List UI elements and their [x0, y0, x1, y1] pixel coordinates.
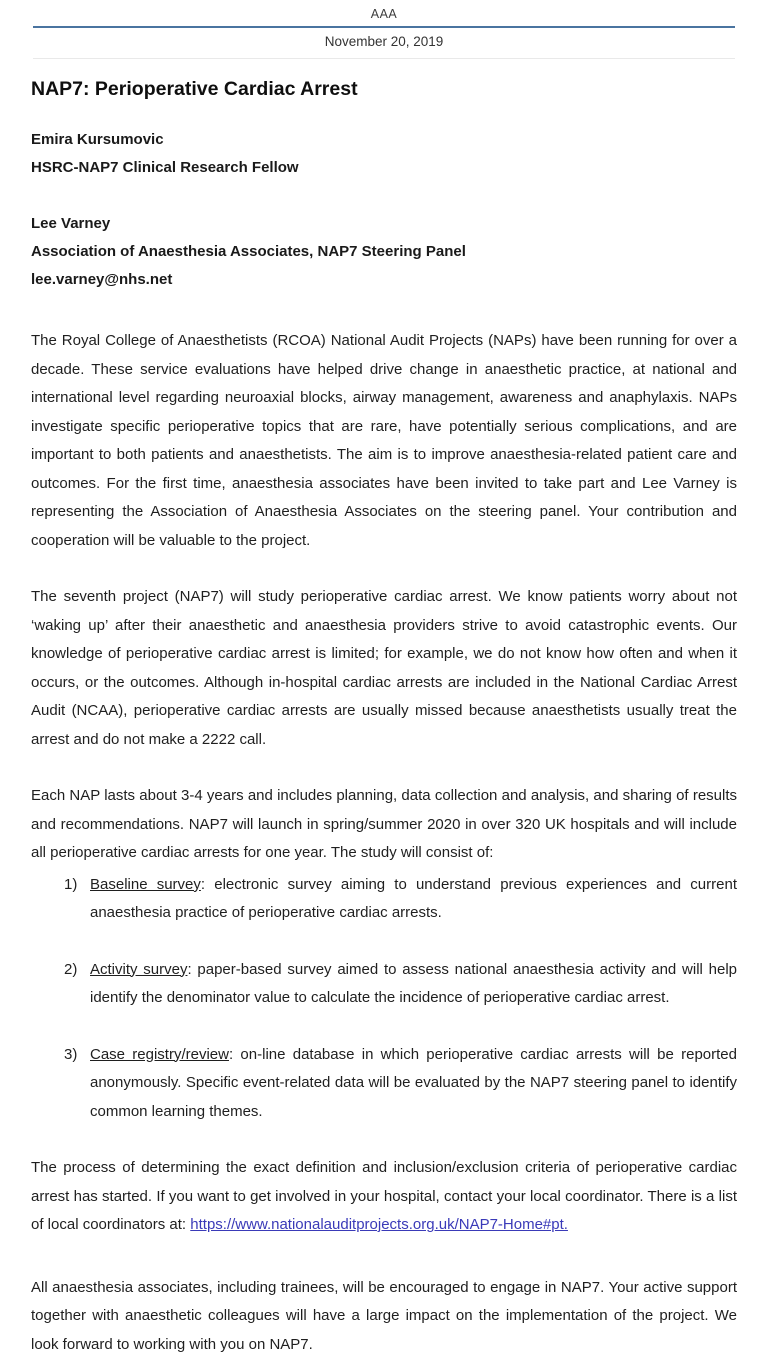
page-header — [33, 0, 735, 28]
list-item-body — [90, 956, 737, 1013]
list-number: 3) — [64, 1041, 90, 1127]
list-item — [31, 1041, 737, 1127]
study-components-list — [31, 871, 737, 1127]
paragraph-study-plan: Each NAP lasts about 3-4 years and includes planning, data collection and analysis, and sharing of results and recommendations. NAP7 will launch in spring/summer 2020 in over 320 UK hospitals and will include all perioperative cardiac arrests for one year. The study will consist of: — [31, 782, 737, 868]
paragraph-closing: All anaesthesia associates, including trainees, will be encouraged to engage in NAP7. Your active support together with anaesthetic colleagues will have a large impact on the implementation of the project. We look forward to working with you on NAP7. — [31, 1274, 737, 1359]
list-lead: Baseline survey — [90, 876, 201, 893]
page-title: NAP7: Perioperative Cardiac Arrest — [31, 78, 737, 101]
paragraph-nap7-study: The seventh project (NAP7) will study perioperative cardiac arrest. We know patients worry about not ‘waking up’ after their anaesthetic and anaesthesia providers strive to avoid catastrophic events. Our knowledge of perioperative cardiac arrest is limited; for example, we do not know how often and when it occurs, or the outcomes. Although in-hospital cardiac arrests are included in the National Cardiac Arrest Audit (NCAA), perioperative cardiac arrests are usually missed because anaesthetists usually treat the arrest and do not make a 2222 call. — [31, 583, 737, 754]
list-text: : paper-based survey aimed to assess national anaesthesia activity and will help identify the denominator value to calculate the incidence of perioperative cardiac arrest. — [90, 961, 737, 1007]
author-name: Emira Kursumovic — [31, 126, 737, 154]
list-text: : electronic survey aiming to understand previous experiences and current anaesthesia practice of perioperative cardiac arrests. — [90, 876, 737, 922]
author-name: Lee Varney — [31, 210, 737, 238]
list-item — [31, 956, 737, 1013]
list-lead: Case registry/review — [90, 1046, 229, 1063]
list-number: 1) — [64, 871, 90, 928]
list-item-body — [90, 871, 737, 928]
author-block — [31, 126, 737, 182]
paragraph-coordinators — [31, 1154, 737, 1240]
list-item-body — [90, 1041, 737, 1127]
author-section — [31, 126, 737, 294]
author-role: HSRC-NAP7 Clinical Research Fellow — [31, 154, 737, 182]
list-lead: Activity survey — [90, 961, 187, 978]
author-email: lee.varney@nhs.net — [31, 266, 737, 294]
list-item — [31, 871, 737, 928]
author-block — [31, 210, 737, 294]
coordinators-link[interactable]: https://www.nationalauditprojects.org.uk/NAP7-Home#pt. — [190, 1216, 568, 1233]
document-content — [31, 78, 737, 1359]
author-role: Association of Anaesthesia Associates, NAP7 Steering Panel — [31, 238, 737, 266]
list-number: 2) — [64, 956, 90, 1013]
date-line: November 20, 2019 — [33, 28, 735, 59]
paragraph-intro-naps: The Royal College of Anaesthetists (RCOA) National Audit Projects (NAPs) have been running for over a decade. These service evaluations have helped drive change in anaesthetic practice, at national and international level regarding neuroaxial blocks, airway management, awareness and anaphylaxis. NAPs investigate specific perioperative topics that are rare, have potentially serious complications, and are important to both patients and anaesthetists. The aim is to improve anaesthesia-related patient care and outcomes. For the first time, anaesthesia associates have been invited to take part and Lee Varney is representing the Association of Anaesthesia Associates on the steering panel. Your contribution and cooperation will be valuable to the project. — [31, 327, 737, 555]
header-title: AAA — [33, 0, 735, 28]
list-text: : on-line database in which perioperative cardiac arrests will be reported anonymously. Specific event-related data will be evaluated by the NAP7 steering panel to identify common learning themes. — [90, 1046, 737, 1120]
coordinators-text: The process of determining the exact definition and inclusion/exclusion criteria of perioperative cardiac arrest has started. If you want to get involved in your hospital, contact your local coordinator. There is a list of local coordinators at: — [31, 1159, 737, 1233]
